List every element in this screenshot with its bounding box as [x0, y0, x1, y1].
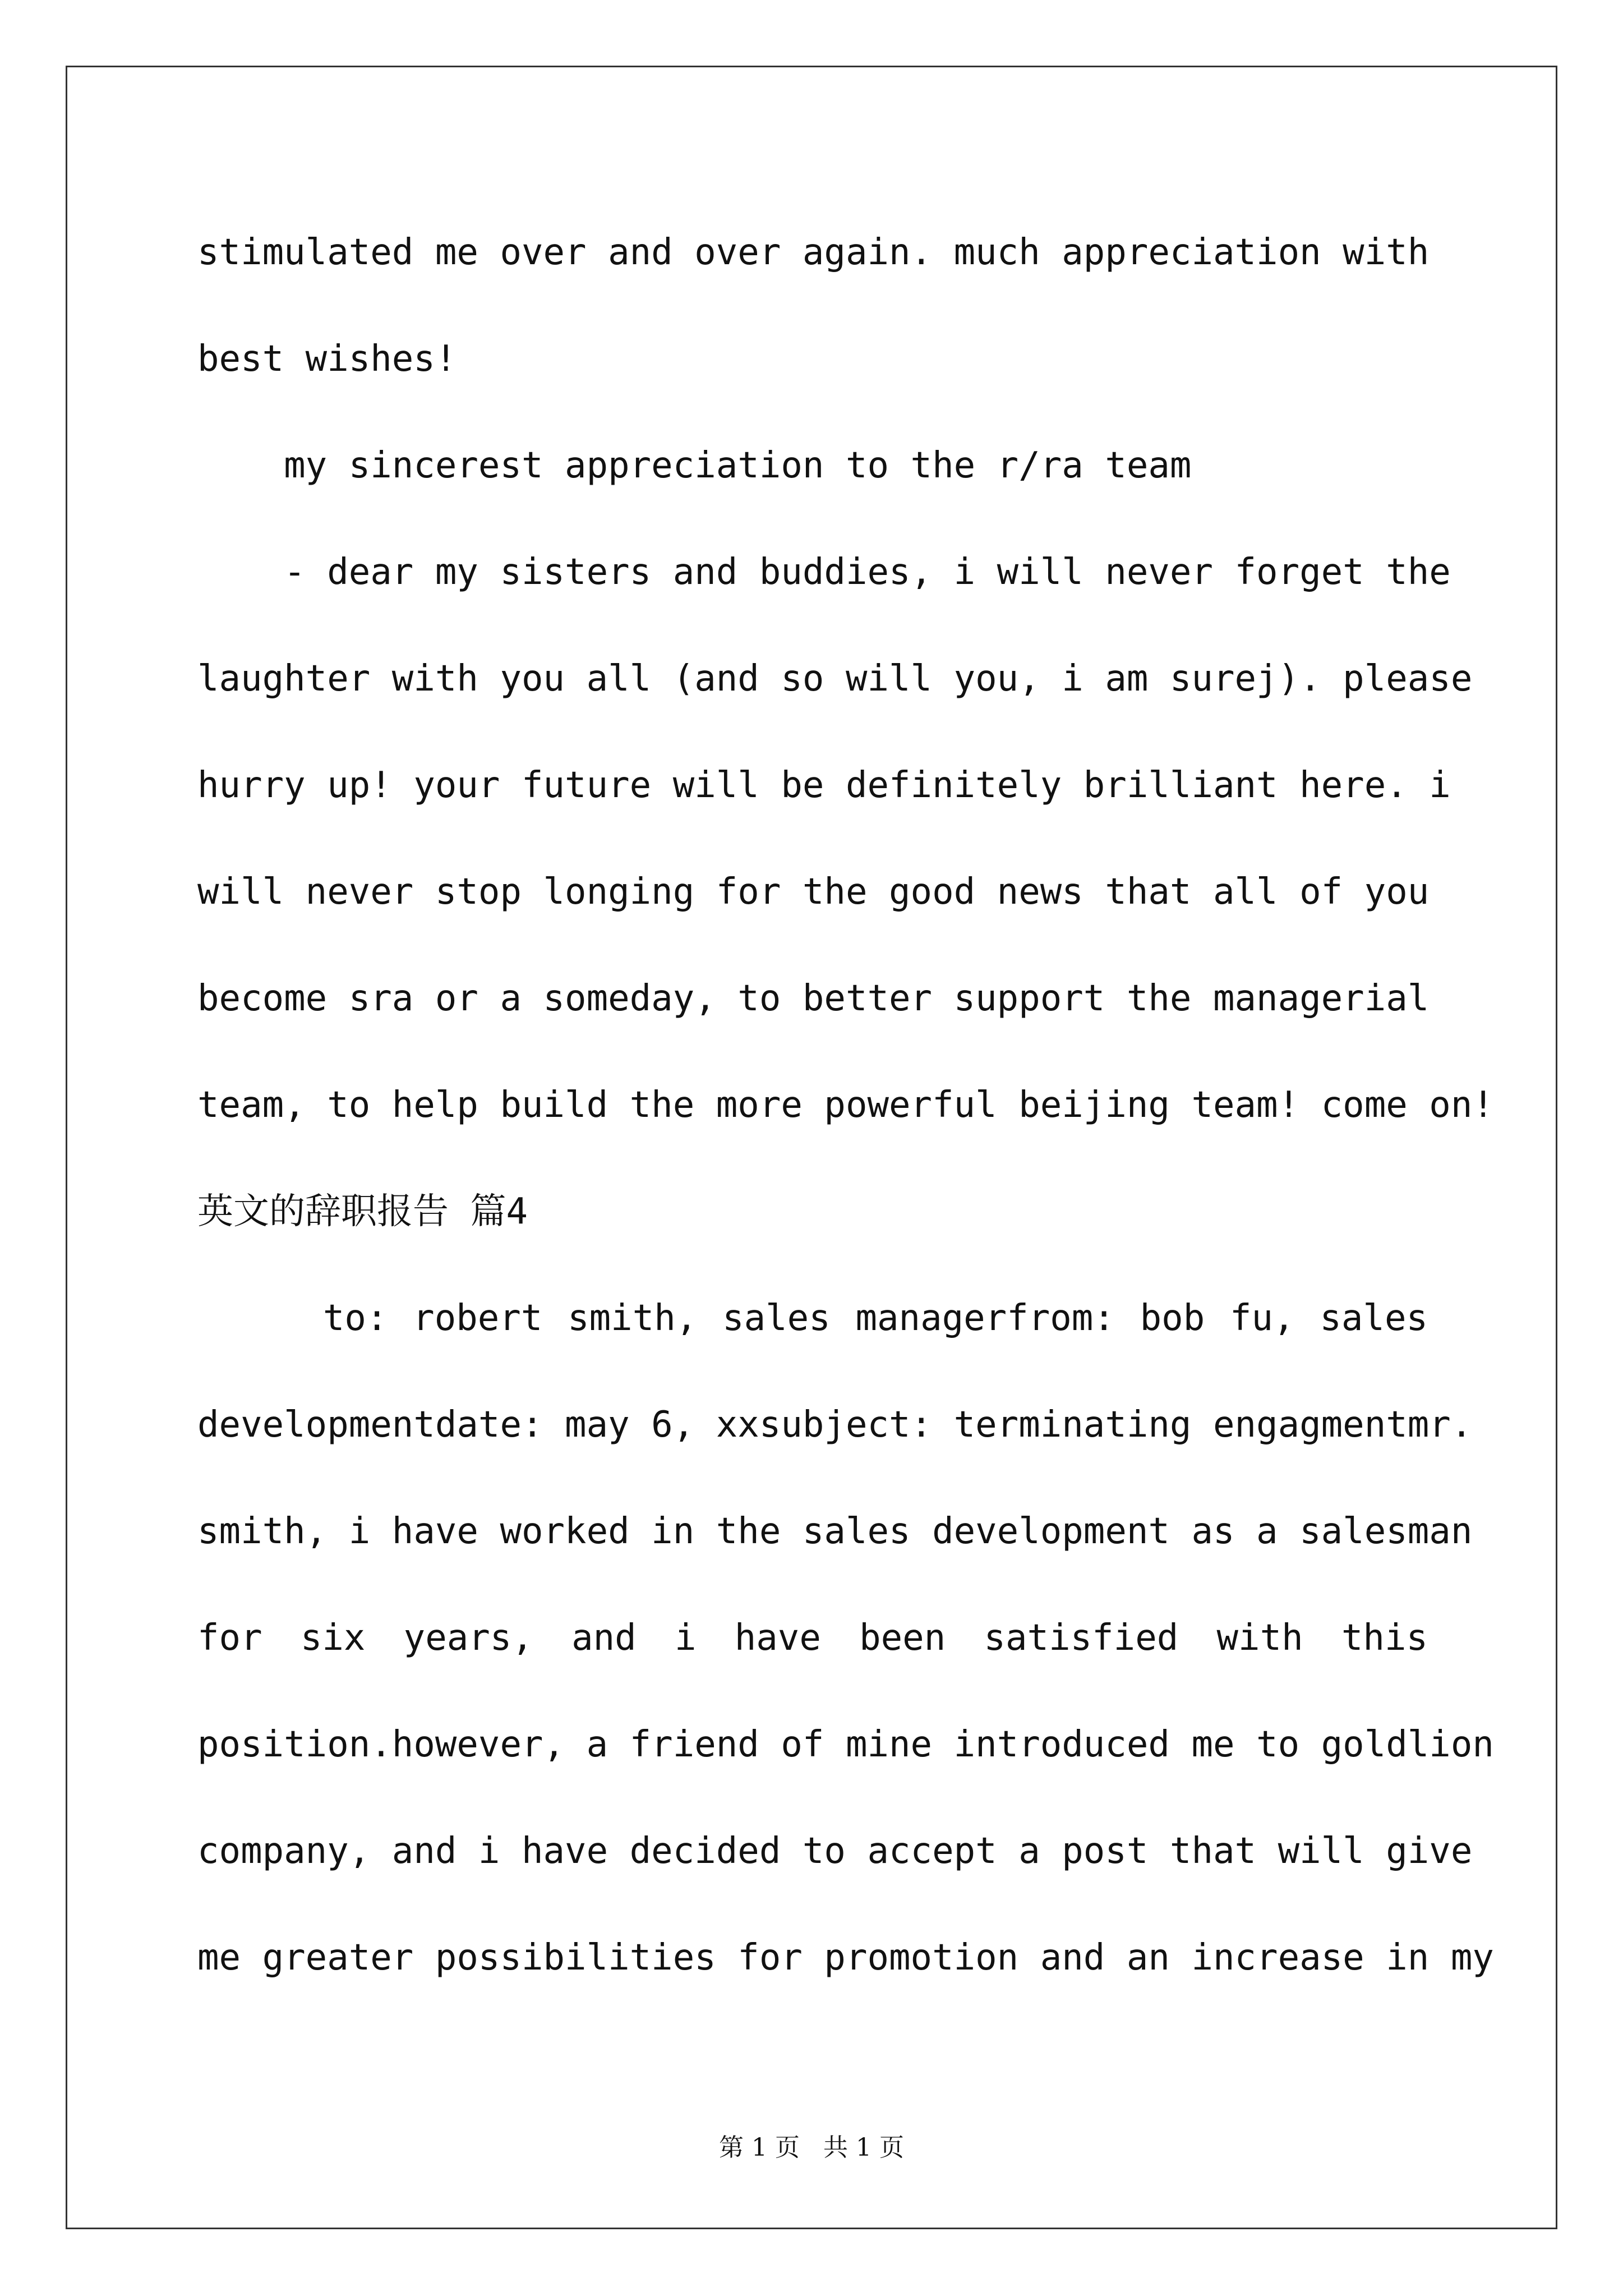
body-text-line: position.however, a friend of mine introduced me to goldlion — [197, 1724, 1494, 1765]
body-text-line: company, and i have decided to accept a post that will give — [197, 1830, 1473, 1872]
body-text-line: my sincerest appreciation to the r/ra team — [197, 445, 1192, 486]
body-text-line: - dear my sisters and buddies, i will never forget the — [197, 551, 1451, 593]
body-text-line: best wishes! — [197, 338, 457, 380]
body-text-line: will never stop longing for the good news that all of you — [197, 871, 1430, 913]
page-border — [66, 66, 1557, 2229]
page-number-footer: 第 1 页 共 1 页 — [719, 2133, 904, 2162]
body-text-line: laughter with you all (and so will you, i am surej). please — [197, 658, 1473, 700]
body-text-line: me greater possibilities for promotion and an increase in my — [197, 1937, 1494, 1978]
body-text-line: stimulated me over and over again. much appreciation with — [197, 232, 1430, 273]
body-text-line: to: robert smith, sales managerfrom: bob fu, sales — [197, 1297, 1428, 1339]
body-text-line: hurry up! your future will be definitely brilliant here. i — [197, 765, 1451, 806]
body-text-line: team, to help build the more powerful beijing team! come on! — [197, 1084, 1494, 1126]
body-text-line: smith, i have worked in the sales development as a salesman — [197, 1511, 1473, 1552]
body-text-line: for six years, and i have been satisfied with this — [197, 1617, 1428, 1659]
body-text-line: developmentdate: may 6, xxsubject: terminating engagmentmr. — [197, 1404, 1473, 1446]
section-heading: 英文的辞职报告 篇4 — [197, 1191, 528, 1232]
body-text-line: become sra or a someday, to better support the managerial — [197, 978, 1430, 1019]
